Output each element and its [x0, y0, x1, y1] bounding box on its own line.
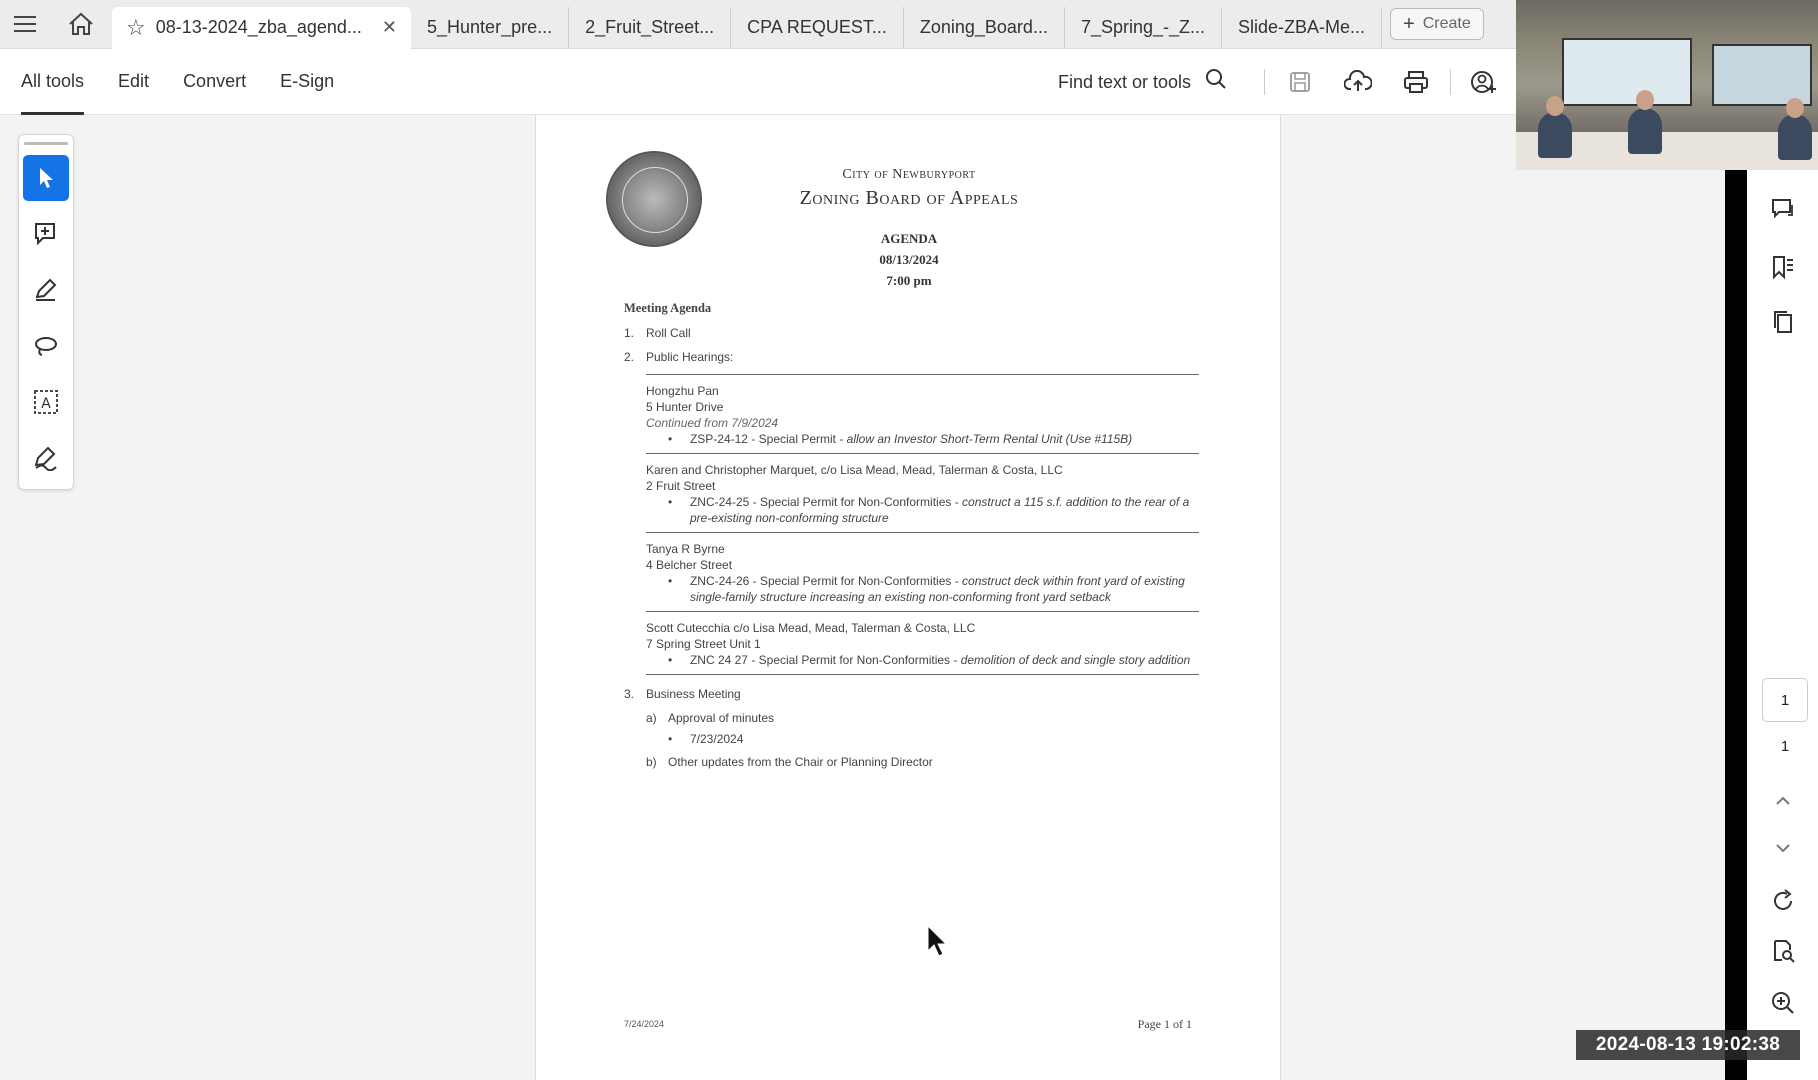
chevron-up-icon[interactable]: [1765, 783, 1801, 819]
chevron-down-icon[interactable]: [1765, 830, 1801, 866]
search-icon: [1205, 68, 1227, 96]
share-user-icon[interactable]: [1468, 66, 1500, 98]
rotate-icon[interactable]: [1765, 883, 1801, 919]
case-code: ZNC 24 27 - Special Permit for Non-Conformities -: [689, 653, 961, 667]
pages-panel-icon[interactable]: [1765, 304, 1801, 340]
tab[interactable]: [731, 7, 904, 49]
footer-page-number: Page 1 of 1: [1137, 1017, 1192, 1031]
case-code: ZNC-24-26 - Special Permit for Non-Conformities -: [689, 574, 963, 588]
video-person-head: [1546, 96, 1564, 116]
tab-label: 2_Fruit_Street...: [585, 17, 715, 37]
hearing-entry: [646, 453, 1199, 532]
case-code: ZNC-24-25 - Special Permit for Non-Conformities -: [689, 495, 963, 509]
lasso-icon: [33, 333, 59, 359]
text-box-icon: [32, 388, 60, 416]
agenda-item: [624, 687, 1204, 701]
video-timestamp: 2024-08-13 19:02:38: [1576, 1030, 1800, 1060]
agenda-header: [536, 228, 1282, 291]
hearing-note: Continued from 7/9/2024: [646, 416, 779, 430]
applicant-name: Scott Cutecchia c/o Lisa Mead, Mead, Talerman & Costa, LLC: [646, 621, 976, 635]
property-address: 7 Spring Street Unit 1: [646, 637, 761, 651]
agenda-time: 7:00 pm: [886, 273, 932, 288]
board-name: Zoning Board of Appeals: [799, 187, 1019, 209]
tab[interactable]: [1065, 7, 1222, 49]
agenda-body: [624, 301, 1204, 775]
comments-panel-icon[interactable]: [1765, 192, 1801, 228]
svg-text:A: A: [41, 396, 51, 412]
tab-label: Zoning_Board...: [919, 17, 1048, 37]
pdf-page: [535, 115, 1281, 1080]
agenda-date: 08/13/2024: [879, 252, 939, 267]
sub-item-label: Approval of minutes: [668, 711, 775, 725]
tab-bar: [0, 0, 1516, 49]
tab-esign-label: E-Sign: [280, 71, 335, 91]
agenda-item: [624, 350, 1204, 364]
tab-label: 5_Hunter_pre...: [427, 17, 553, 37]
sub-item-label: Other updates from the Chair or Planning Director: [668, 755, 933, 769]
current-page-number: 1: [1780, 691, 1790, 709]
video-person: [1538, 112, 1572, 158]
draw-button[interactable]: [23, 323, 69, 369]
home-icon[interactable]: [50, 0, 112, 49]
current-page-input[interactable]: [1762, 678, 1808, 722]
item-label: Business Meeting: [646, 687, 741, 701]
meeting-video-feed: [1516, 0, 1818, 170]
tab-active[interactable]: [112, 7, 411, 49]
cloud-upload-icon[interactable]: [1342, 66, 1374, 98]
tab-edit-label: Edit: [118, 71, 150, 91]
select-tool-button[interactable]: [23, 155, 69, 201]
page-zoom-icon[interactable]: [1765, 933, 1801, 969]
tab[interactable]: [1222, 7, 1382, 49]
tab-all-tools[interactable]: [21, 49, 84, 115]
section-title: Meeting Agenda: [624, 301, 712, 315]
mouse-cursor-icon: [926, 925, 950, 964]
minutes-date: 7/23/2024: [690, 732, 744, 746]
case-description: demolition of deck and single story addition: [960, 653, 1191, 667]
comment-plus-icon: [33, 221, 59, 247]
tab-convert[interactable]: [183, 49, 246, 115]
case-description: construct a 115 s.f. addition to the rear of a pre-existing non-conforming structure: [689, 495, 1190, 525]
applicant-name: Karen and Christopher Marquet, c/o Lisa Mead, Mead, Talerman & Costa, LLC: [646, 463, 1063, 477]
tab[interactable]: [904, 7, 1065, 49]
tab-all-tools-label: All tools: [21, 71, 85, 91]
palette-grip[interactable]: [24, 142, 68, 145]
tab-label: Slide-ZBA-Me...: [1238, 17, 1366, 37]
star-icon[interactable]: ☆: [126, 14, 146, 40]
minutes-bullet: • 7/23/2024: [668, 731, 1204, 747]
zoom-in-icon[interactable]: [1765, 985, 1801, 1021]
video-person-head: [1786, 98, 1804, 118]
create-label: Create: [1422, 15, 1471, 32]
main-toolbar: [0, 49, 1516, 115]
bookmarks-panel-icon[interactable]: [1765, 249, 1801, 285]
print-icon[interactable]: [1400, 66, 1432, 98]
item-number: 1.: [624, 326, 635, 340]
highlight-button[interactable]: [23, 267, 69, 313]
video-projection-screen: [1712, 44, 1812, 106]
hearing-bullet: • ZNC-24-26 - Special Permit for Non-Conformities - construct deck within front yard of existing single-family structure increasing an existing non-conforming front yard setback: [668, 574, 1185, 604]
case-code: ZSP-24-12 - Special Permit -: [689, 432, 847, 446]
tab-label: CPA REQUEST...: [747, 17, 887, 37]
find-label: Find text or tools: [1058, 71, 1192, 92]
hamburger-menu-icon[interactable]: [0, 0, 50, 49]
case-description: construct deck within front yard of existing single-family structure increasing an existing non-conforming front yard setback: [689, 574, 1185, 604]
tab-label: 7_Spring_-_Z...: [1080, 17, 1206, 37]
hearing-bullet: • ZNC 24 27 - Special Permit for Non-Conformities - demolition of deck and single story addition: [668, 653, 1191, 667]
add-text-button[interactable]: [23, 379, 69, 425]
applicant-name: Hongzhu Pan: [646, 384, 719, 398]
save-icon[interactable]: [1284, 66, 1316, 98]
document-viewport[interactable]: [0, 115, 1725, 1080]
tab[interactable]: [411, 7, 569, 49]
sub-item: [646, 755, 1204, 769]
section-divider: [646, 674, 1199, 675]
item-label: Roll Call: [646, 326, 691, 340]
toolbar-divider: [1450, 69, 1451, 95]
add-comment-button[interactable]: [23, 211, 69, 257]
sign-button[interactable]: [23, 435, 69, 481]
item-number: 2.: [624, 350, 635, 364]
video-person: [1778, 114, 1812, 160]
tab-label: 08-13-2024_zba_agend...: [155, 17, 362, 37]
video-person: [1628, 108, 1662, 154]
hearing-entry: [646, 374, 1199, 453]
hearing-bullet: • ZNC-24-25 - Special Permit for Non-Conformities - construct a 115 s.f. addition to the rear of a pre-existing non-conforming structure: [668, 495, 1190, 525]
toolbar-divider: [1264, 69, 1265, 95]
quick-tools-palette: [18, 134, 74, 490]
item-number: 3.: [624, 687, 635, 701]
create-button[interactable]: [1390, 8, 1484, 40]
close-icon[interactable]: ✕: [381, 17, 398, 37]
tab[interactable]: [569, 7, 731, 49]
property-address: 2 Fruit Street: [646, 479, 716, 493]
agenda-item: [624, 326, 1204, 340]
video-border-strip: [1725, 170, 1747, 1080]
sub-item-number: b): [646, 755, 657, 769]
total-pages: 1: [1780, 738, 1790, 755]
find-tools-button[interactable]: [1058, 49, 1227, 115]
signature-pen-icon: [32, 445, 60, 471]
item-label: Public Hearings:: [646, 350, 734, 364]
sub-item: [646, 711, 1204, 725]
plus-icon: +: [1403, 12, 1415, 35]
cursor-arrow-icon: [36, 166, 56, 190]
pen-icon: [33, 277, 59, 303]
tab-convert-label: Convert: [183, 71, 247, 91]
agenda-title: AGENDA: [880, 231, 938, 246]
video-projection-screen: [1562, 38, 1692, 106]
applicant-name: Tanya R Byrne: [646, 542, 725, 556]
video-person-head: [1636, 90, 1654, 110]
tab-edit[interactable]: [118, 49, 149, 115]
sub-item-number: a): [646, 711, 657, 725]
city-name: City of Newburyport: [842, 167, 976, 182]
tab-esign[interactable]: [280, 49, 334, 115]
property-address: 4 Belcher Street: [646, 558, 733, 572]
hearing-bullet: • ZSP-24-12 - Special Permit - allow an Investor Short-Term Rental Unit (Use #115B): [668, 432, 1133, 446]
hearing-entry: [646, 611, 1199, 674]
case-description: allow an Investor Short-Term Rental Unit (Use #115B): [846, 432, 1133, 446]
hearing-entry: [646, 532, 1199, 611]
property-address: 5 Hunter Drive: [646, 400, 724, 414]
footer-date: 7/24/2024: [624, 1019, 665, 1029]
